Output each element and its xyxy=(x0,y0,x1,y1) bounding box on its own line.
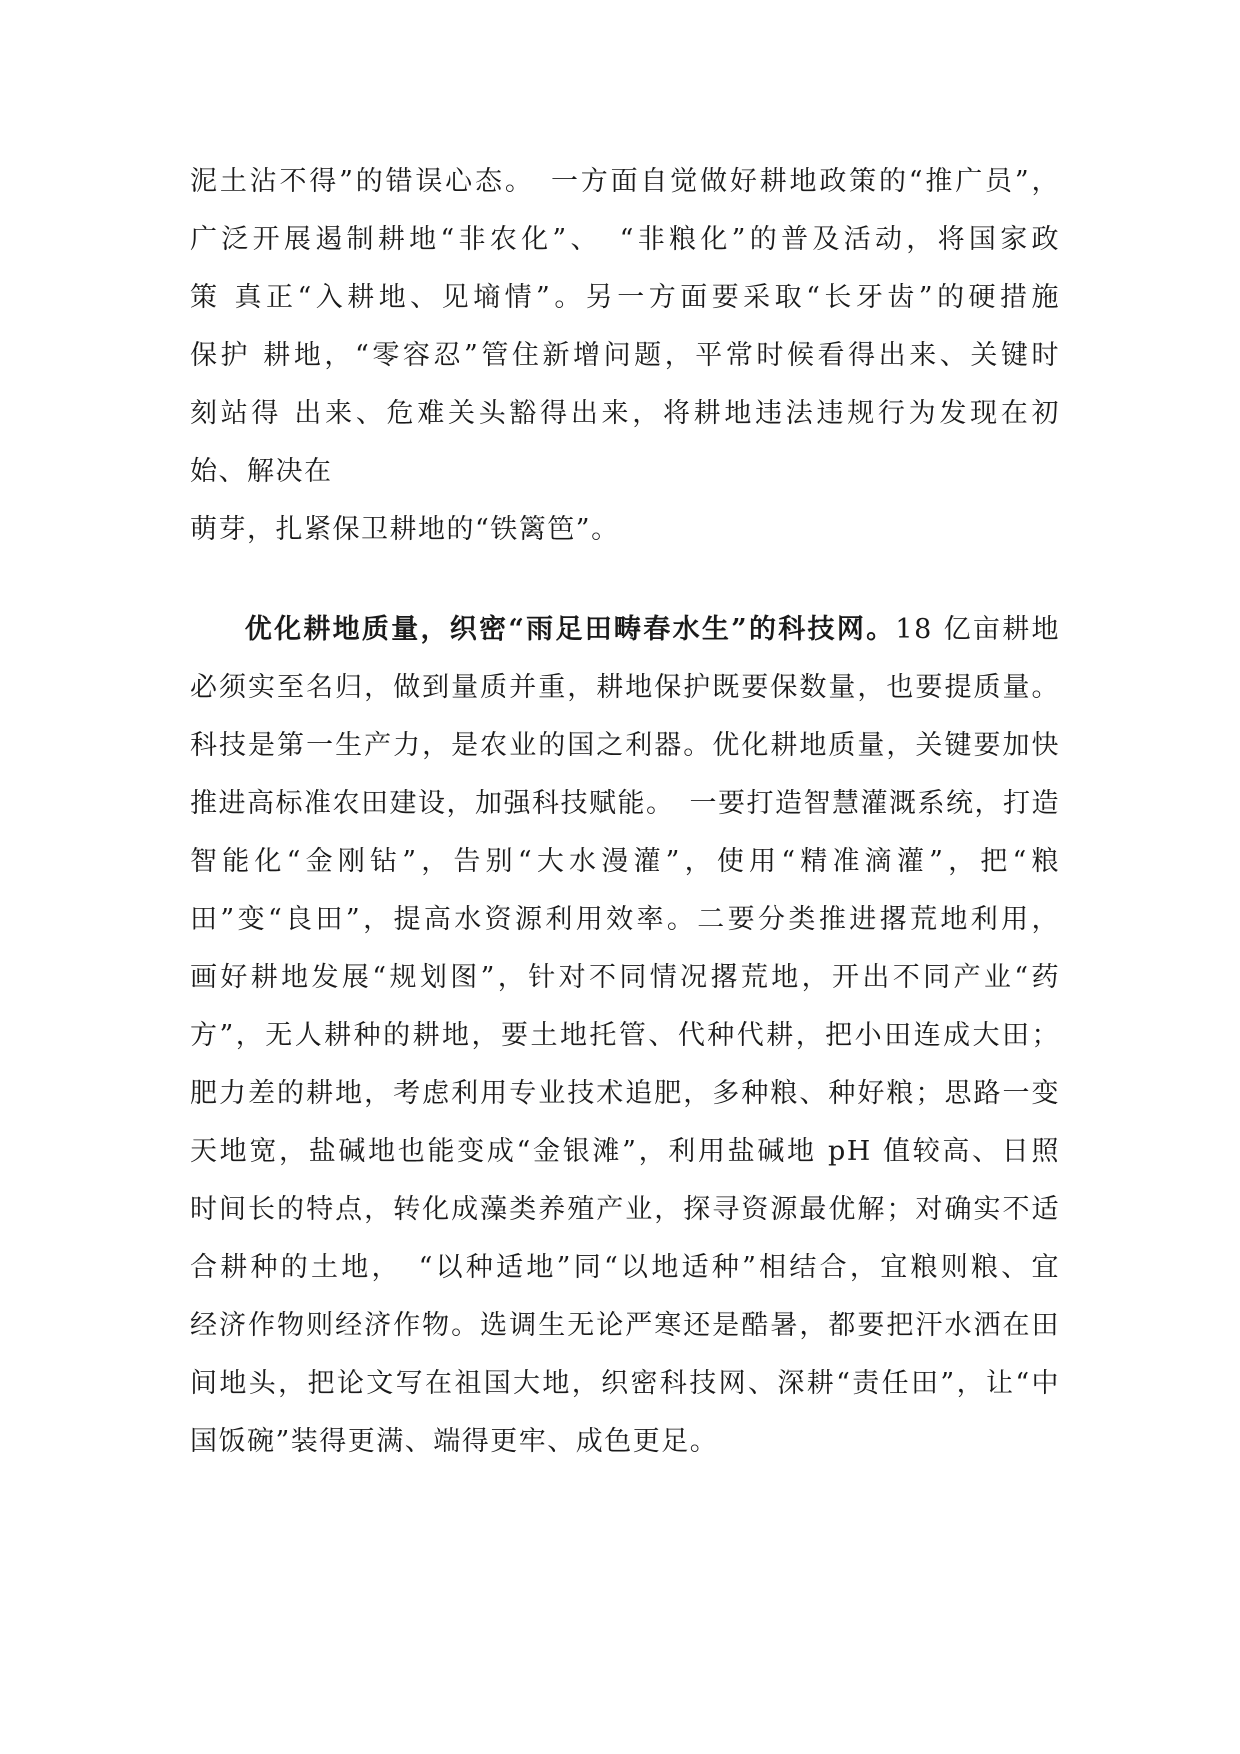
paragraph-first-line xyxy=(190,612,1060,648)
text-line: 必须实至名归，做到量质并重，耕地保护既要保数量，也要提质量。 xyxy=(190,672,1060,703)
text-line: 国饭碗”装得更满、端得更牢、成色更足。 xyxy=(190,1426,719,1457)
section-heading: 优化耕地质量，织密“雨足田畴春水生”的科技网。 xyxy=(244,614,896,645)
text-line: 始、解决在 xyxy=(190,456,333,487)
text-line: 合耕种的土地， “以种适地”同“以地适种”相结合，宜粮则粮、宜 xyxy=(190,1252,1060,1283)
text-line: 智能化“金刚钻”，告别“大水漫灌”，使用“精准滴灌”，把“粮 xyxy=(190,846,1060,877)
text-line: 肥力差的耕地，考虑利用专业技术追肥，多种粮、种好粮；思路一变 xyxy=(190,1078,1060,1109)
text-segment: 18 亿亩耕地 xyxy=(895,614,1060,645)
text-line: 萌芽，扎紧保卫耕地的“铁篱笆”。 xyxy=(190,514,620,545)
text-line: 时间长的特点，转化成藻类养殖产业，探寻资源最优解；对确实不适 xyxy=(190,1194,1060,1225)
text-line: 间地头，把论文写在祖国大地，织密科技网、深耕“责任田”，让“中 xyxy=(190,1368,1060,1399)
text-line: 泥土沾不得”的错误心态。 一方面自觉做好耕地政策的“推广员”， xyxy=(190,166,1060,197)
text-line: 推进高标准农田建设，加强科技赋能。 一要打造智慧灌溉系统，打造 xyxy=(190,788,1060,819)
text-line: 保护 耕地，“零容忍”管住新增问题，平常时候看得出来、关键时 xyxy=(190,340,1060,371)
text-line: 策 真正“入耕地、见墒情”。另一方面要采取“长牙齿”的硬措施 xyxy=(190,282,1060,313)
text-line: 田”变“良田”，提高水资源利用效率。二要分类推进撂荒地利用， xyxy=(190,904,1060,935)
text-line: 画好耕地发展“规划图”，针对不同情况撂荒地，开出不同产业“药 xyxy=(190,962,1060,993)
text-line: 方”，无人耕种的耕地，要土地托管、代种代耕，把小田连成大田； xyxy=(190,1020,1060,1051)
text-line: 科技是第一生产力，是农业的国之利器。优化耕地质量，关键要加快 xyxy=(190,730,1060,761)
text-line: 天地宽，盐碱地也能变成“金银滩”，利用盐碱地 pH 值较高、日照 xyxy=(190,1136,1060,1167)
text-line: 刻站得 出来、危难关头豁得出来，将耕地违法违规行为发现在初 xyxy=(190,398,1060,429)
text-line: 广泛开展遏制耕地“非农化”、 “非粮化”的普及活动，将国家政 xyxy=(190,224,1060,255)
text-line: 经济作物则经济作物。选调生无论严寒还是酷暑，都要把汗水洒在田 xyxy=(190,1310,1060,1341)
